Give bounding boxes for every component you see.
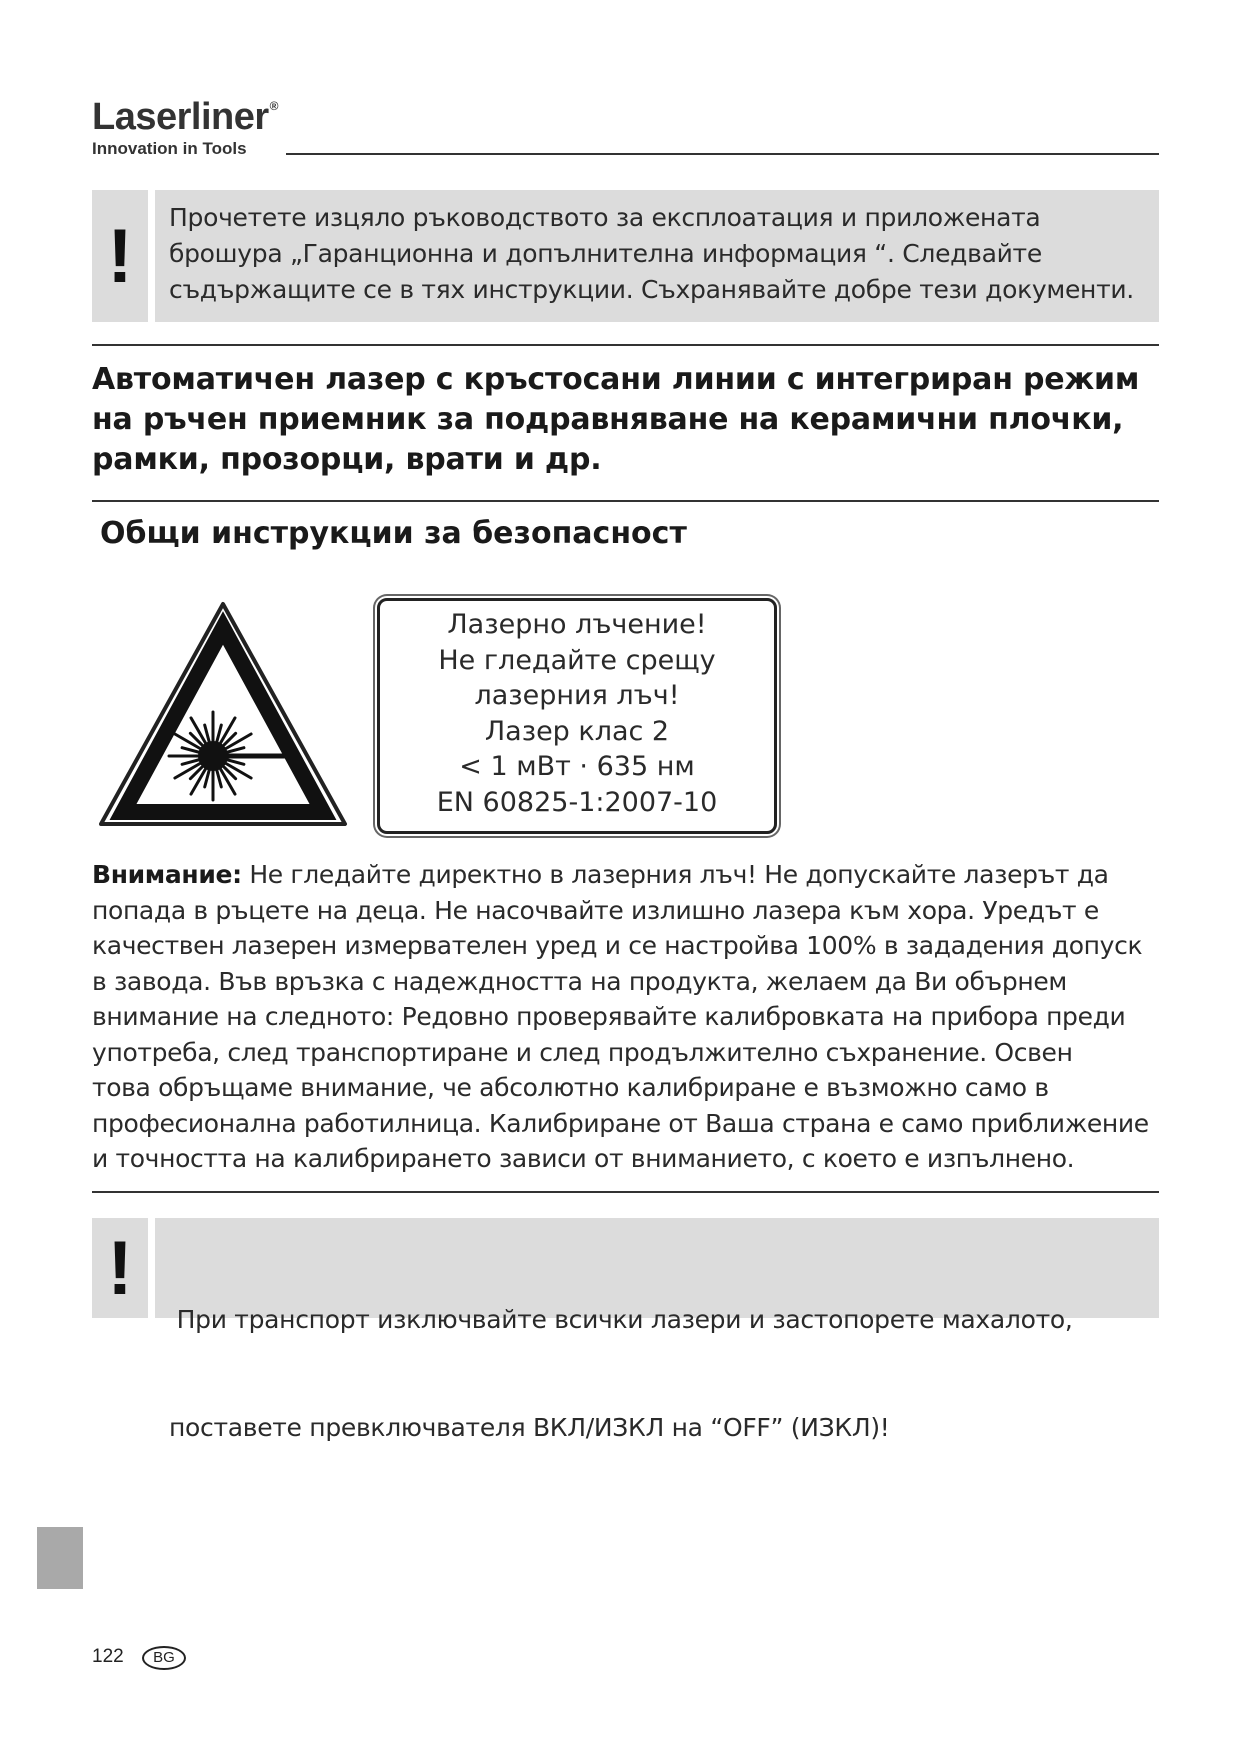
exclamation-icon: ! [107,213,133,299]
header-rule [286,153,1159,155]
registered-mark: ® [269,99,278,113]
document-title [92,360,1159,480]
notice-top-line: брошура „Гаранционна и допълнителна информация “. Следвайте [169,239,1042,268]
title-line: Автоматичен лазер с кръстосани линии с интегриран режим [92,362,1140,397]
notice-bottom-icon-box [92,1218,148,1318]
divider [92,1191,1159,1193]
warning-text: Не гледайте директно в лазерния лъч! Не допускайте лазерът да [241,860,1109,889]
exclamation-icon: ! [107,1225,133,1311]
title-line: на ръчен приемник за подравняване на керамични плочки, [92,402,1124,437]
section-heading: Общи инструкции за безопасност [100,516,687,551]
brand-logo [92,98,278,136]
laser-label-line: Лазерно лъчение! [447,609,707,640]
laser-class-label [377,598,777,834]
laser-label-line: < 1 мВт · 635 нм [459,751,695,782]
brand-name: Laserliner [92,96,269,138]
laser-label-line: Лазер клас 2 [484,715,670,747]
warning-first-line [92,857,1172,893]
warning-line: в завода. Във връзка с надеждността на продукта, желаем да Ви обърнем [92,966,1067,996]
notice-top-icon-box [92,190,148,322]
warning-line: и точността на калибрирането зависи от вниманието, с което е изпълнено. [92,1144,1075,1173]
warning-line: това обръщаме внимание, че абсолютно калибриране е възможно само в [92,1073,1049,1102]
language-badge: BG [142,1646,186,1670]
notice-bottom-line: При транспорт изключвайте всички лазери и застопорете махалото, [169,1305,1073,1334]
warning-paragraph [92,857,1172,1177]
side-tab-marker [37,1527,83,1589]
warning-line: внимание на следното: Редовно проверявайте калибровката на прибора преди [92,1002,1126,1031]
notice-bottom-line: поставете превключвателя ВКЛ/ИЗКЛ на “OFF” (ИЗКЛ)! [169,1413,890,1442]
divider [92,500,1159,502]
laser-label-line: Не гледайте срещу [438,644,716,676]
laser-label-line: EN 60825-1:2007-10 [436,786,718,818]
notice-top-line: съдържащите се в тях инструкции. Съхранявайте добре тези документи. [169,275,1134,304]
warning-line: професионална работилница. Калибриране от Ваша страна е само приближение [92,1108,1149,1138]
laser-warning-triangle-icon [95,598,351,834]
title-line: рамки, прозорци, врати и др. [92,442,602,477]
warning-line: употреба, след транспортиране и след продължително съхранение. Освен [92,1037,1073,1067]
brand-tagline: Innovation in Tools [92,139,247,158]
notice-bottom-text [155,1218,1159,1442]
notice-top-line: Прочетете изцяло ръководството за експлоатация и приложената [169,203,1041,232]
notice-top-text [155,190,1159,322]
warning-label: Внимание: [92,860,242,889]
page-number: 122 [92,1646,124,1667]
warning-line: качествен лазерен измервателен уред и се настройва 100% в зададения допуск [92,931,1143,960]
divider [92,344,1159,346]
warning-line: попада в ръцете на деца. Не насочвайте излишно лазера към хора. Уредът е [92,895,1099,925]
laser-label-line: лазерния лъч! [474,680,680,711]
